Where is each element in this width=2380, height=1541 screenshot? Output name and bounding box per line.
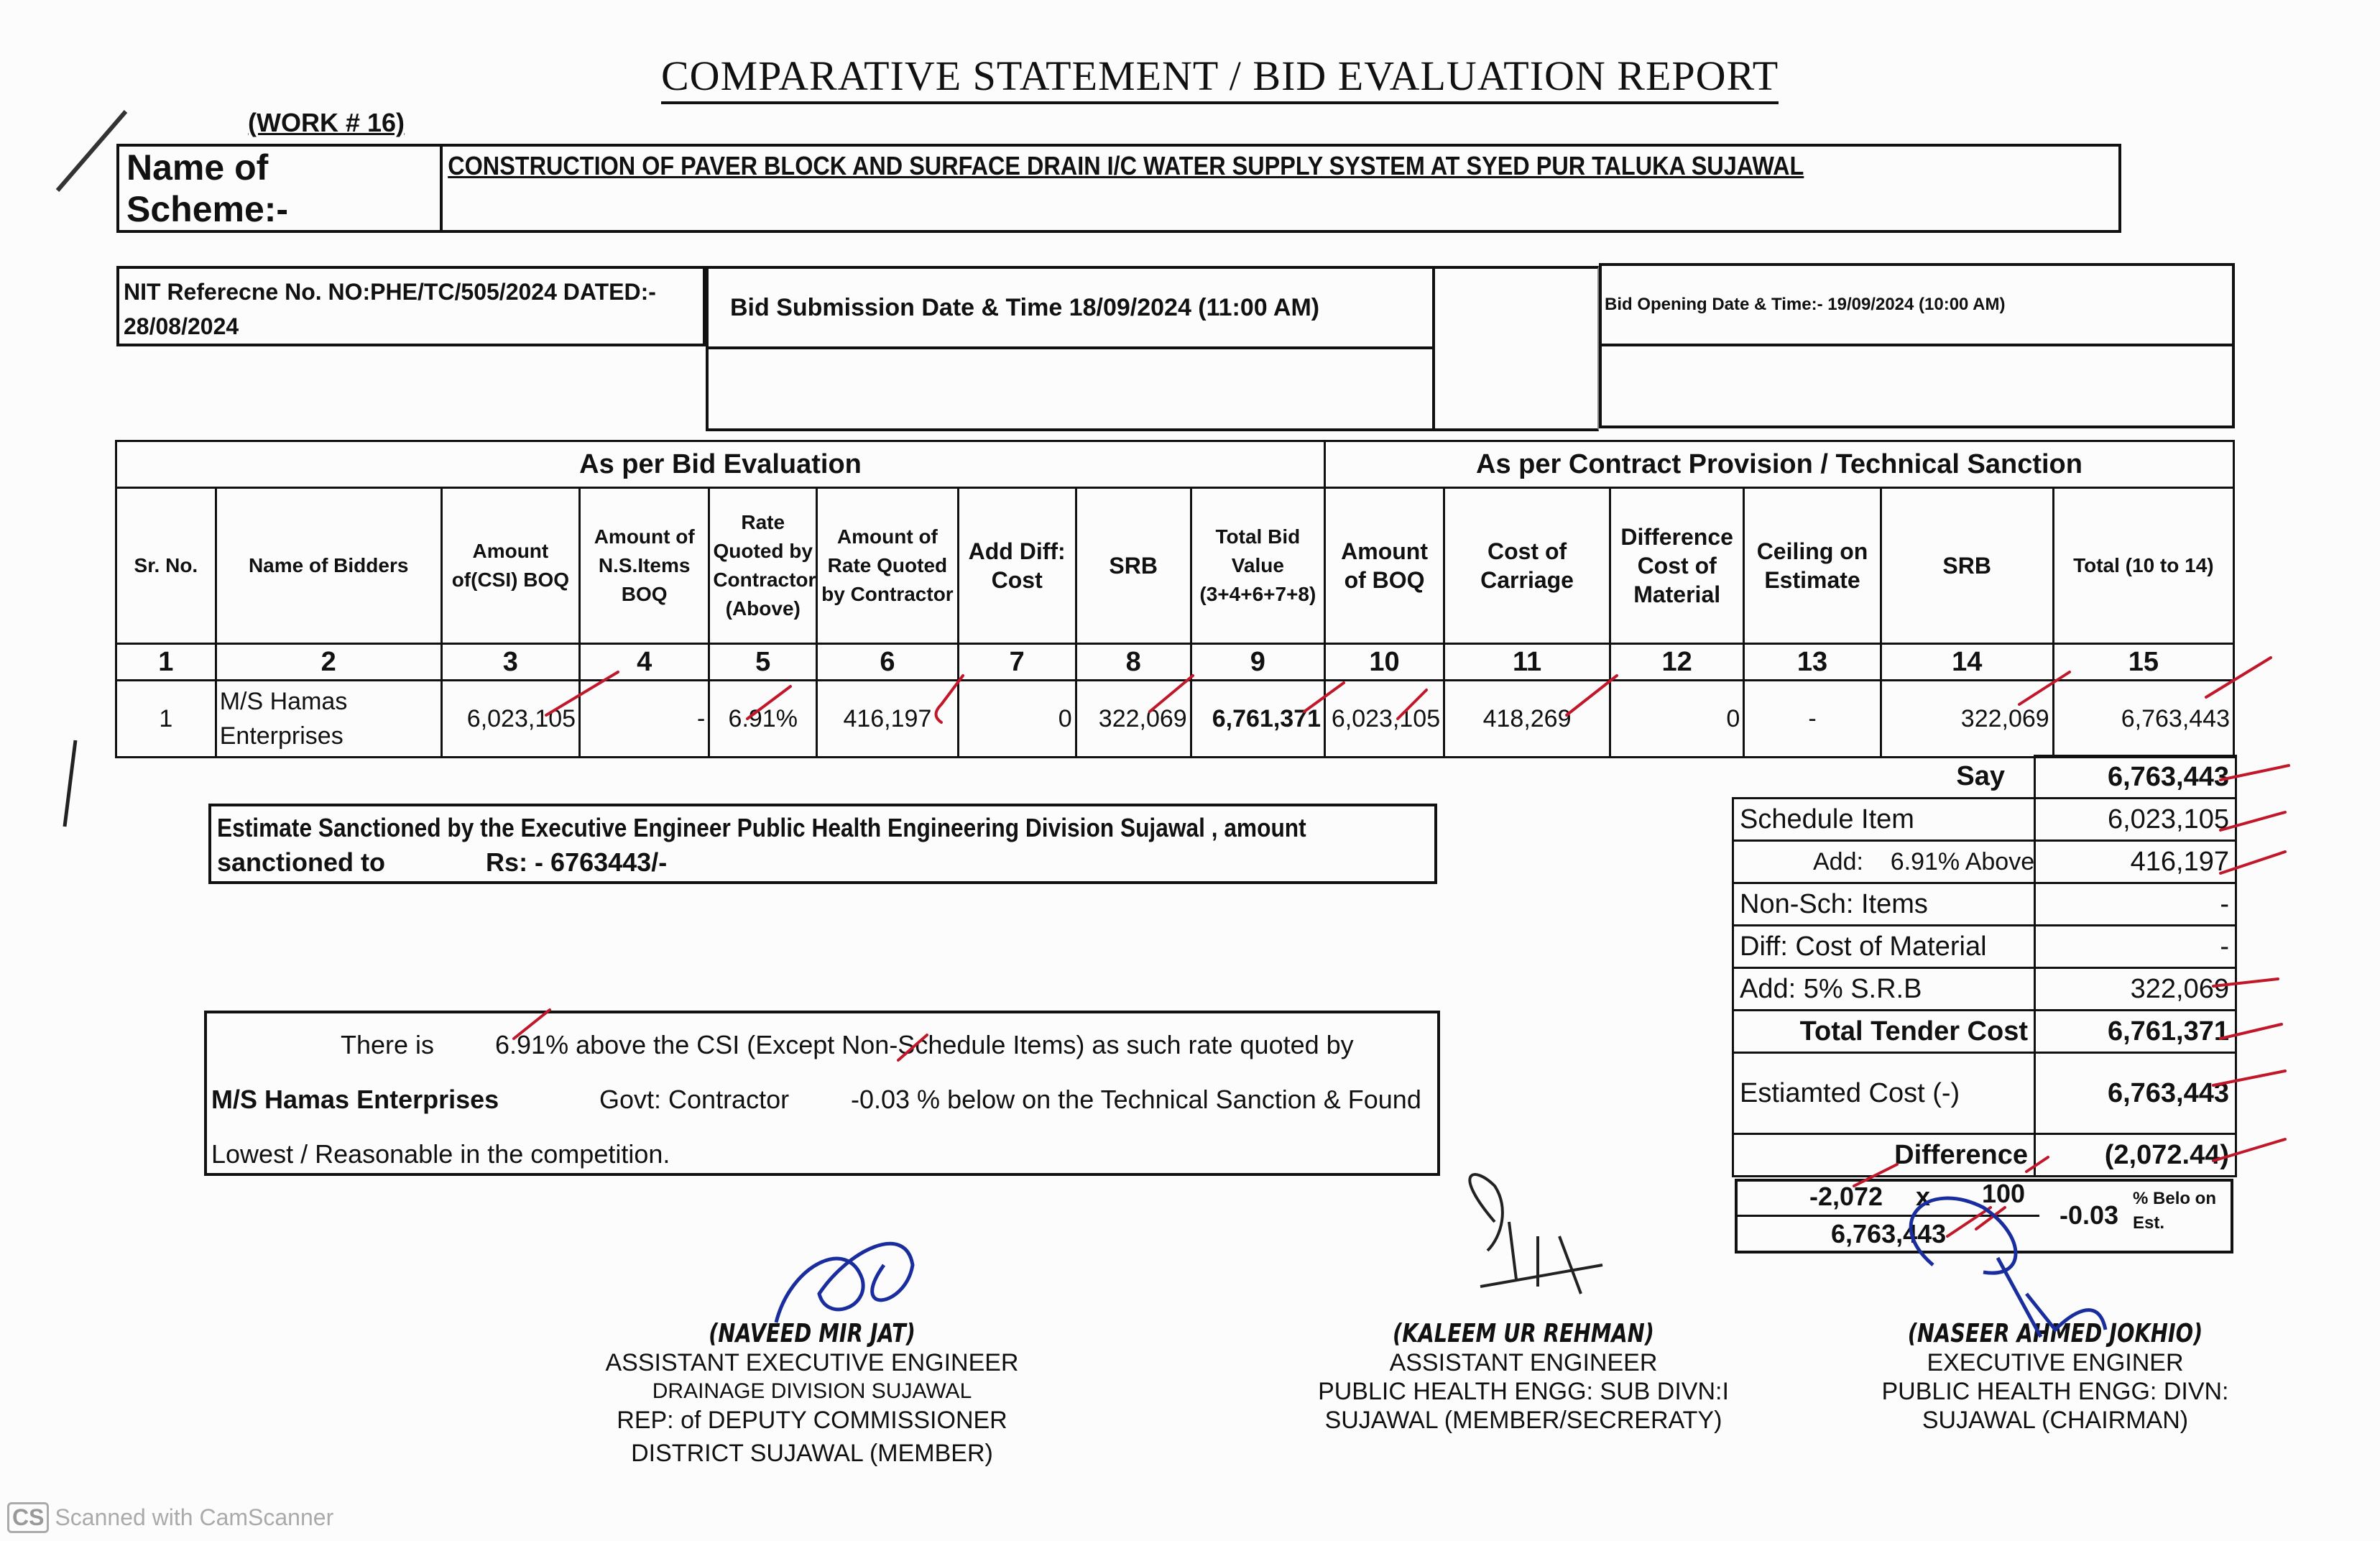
signatory-dept: PUBLIC HEALTH ENGG: DIVN: bbox=[1881, 1378, 2229, 1405]
cell-boq-amount: 6,023,105 bbox=[1325, 681, 1444, 758]
col-number: 10 bbox=[1325, 644, 1444, 681]
signatory-naseer bbox=[1847, 1320, 2264, 1435]
report-title: COMPARATIVE STATEMENT / BID EVALUATION REPORT bbox=[661, 52, 1779, 104]
cell-srb: 322,069 bbox=[1076, 681, 1191, 758]
say-label: Say bbox=[1733, 756, 2035, 799]
signatory-role: SUJAWAL (CHAIRMAN) bbox=[1922, 1407, 2189, 1434]
sanction-amount: Rs: - 6763443/- bbox=[486, 847, 668, 877]
work-number: (WORK # 16) bbox=[248, 108, 405, 137]
formula-result: -0.03 bbox=[2060, 1200, 2119, 1230]
bid-submission-text: Bid Submission Date & Time 18/09/2024 (11:00 AM) bbox=[709, 269, 1432, 349]
signatory-naveed bbox=[589, 1320, 1035, 1468]
col-number: 14 bbox=[1881, 644, 2053, 681]
total-tender-cost-label: Total Tender Cost bbox=[1733, 1011, 2035, 1053]
total-tender-cost-value: 6,761,371 bbox=[2035, 1011, 2236, 1053]
bid-submission-box bbox=[706, 266, 1435, 431]
summary-value: - bbox=[2035, 883, 2236, 926]
cell-total: 6,763,443 bbox=[2053, 681, 2233, 758]
signatory-dept: PUBLIC HEALTH ENGG: SUB DIVN:I bbox=[1318, 1378, 1729, 1405]
cell-ceiling: - bbox=[1744, 681, 1881, 758]
formula-hundred: 100 bbox=[1982, 1179, 2026, 1208]
formula-note1: % Belo on bbox=[2133, 1189, 2217, 1208]
sanction-label: sanctioned to bbox=[217, 847, 386, 877]
signatory-title: ASSISTANT ENGINEER bbox=[1389, 1349, 1658, 1376]
remarks-line2 bbox=[211, 1072, 1433, 1127]
scheme-label: Name of Scheme:- bbox=[119, 147, 443, 230]
col-number: 6 bbox=[817, 644, 958, 681]
header-bidder-name: Name of Bidders bbox=[216, 488, 441, 644]
scheme-box bbox=[116, 144, 2121, 233]
header-ns-items: Amount of N.S.Items BOQ bbox=[580, 488, 709, 644]
camscanner-text: Scanned with CamScanner bbox=[55, 1504, 334, 1530]
signatory-dept: DRAINAGE DIVISION SUJAWAL bbox=[652, 1379, 972, 1403]
col-number: 4 bbox=[580, 644, 709, 681]
bid-opening-box bbox=[1599, 263, 2235, 428]
remarks-box bbox=[204, 1011, 1440, 1176]
difference-label: Difference bbox=[1733, 1134, 2035, 1177]
signature-naveed bbox=[776, 1243, 913, 1322]
pen-mark bbox=[57, 111, 126, 190]
cell-total-bid: 6,761,371 bbox=[1191, 681, 1324, 758]
bidder-name-line2: Enterprises bbox=[219, 722, 343, 750]
summary-value: - bbox=[2035, 926, 2236, 968]
header-srb-2: SRB bbox=[1881, 488, 2053, 644]
percentage-formula bbox=[1735, 1179, 2233, 1254]
summary-value: 322,069 bbox=[2035, 968, 2236, 1011]
remarks-line3: Lowest / Reasonable in the competition. bbox=[211, 1139, 670, 1169]
estimated-cost-label: Estiamted Cost (-) bbox=[1733, 1053, 2035, 1134]
bid-opening-text: Bid Opening Date & Time:- 19/09/2024 (10:00 AM) bbox=[1602, 266, 2232, 346]
cell-rate: 6.91% bbox=[709, 681, 817, 758]
summary-value: 416,197 bbox=[2035, 841, 2236, 883]
sanction-line2 bbox=[217, 845, 1429, 880]
signature-kaleem-mark bbox=[1470, 1174, 1602, 1294]
camscanner-watermark bbox=[7, 1502, 333, 1533]
remarks-contractor: Govt: Contractor bbox=[599, 1085, 790, 1114]
header-ceiling-estimate: Ceiling on Estimate bbox=[1744, 488, 1881, 644]
formula-note2: Est. bbox=[2133, 1213, 2165, 1233]
cell-diff-cost: 0 bbox=[958, 681, 1076, 758]
fraction-line bbox=[1738, 1215, 2039, 1217]
nit-line2: 28/08/2024 bbox=[124, 313, 239, 339]
signatory-rep: REP: of DEPUTY COMMISSIONER bbox=[617, 1407, 1007, 1434]
signatory-name: (KALEEM UR REHMAN) bbox=[1393, 1319, 1654, 1348]
header-cost-of-carriage: Cost of Carriage bbox=[1444, 488, 1610, 644]
signatory-role: SUJAWAL (MEMBER/SECRERATY) bbox=[1324, 1407, 1722, 1434]
scheme-value: CONSTRUCTION OF PAVER BLOCK AND SURFACE DRAIN I/C WATER SUPPLY SYSTEM AT SYED PUR TALUKA SUJAWAL bbox=[448, 151, 1804, 180]
remarks-rate-text: 6.91% above the CSI (Except Non-Schedule Items) as such rate quoted by bbox=[495, 1030, 1354, 1059]
formula-denominator: 6,763,443 bbox=[1831, 1219, 1947, 1248]
remarks-bidder: M/S Hamas Enterprises bbox=[211, 1085, 499, 1114]
header-rate-quoted: Rate Quoted by Contractor (Above) bbox=[709, 488, 817, 644]
summary-value: 6,023,105 bbox=[2035, 799, 2236, 841]
nit-reference bbox=[116, 266, 706, 346]
header-boq-amount: Amount of BOQ bbox=[1325, 488, 1444, 644]
col-number: 2 bbox=[216, 644, 441, 681]
summary-label: Add: 6.91% Above bbox=[1733, 841, 2035, 883]
cell-bidder bbox=[216, 681, 441, 758]
difference-value: (2,072.44) bbox=[2035, 1134, 2236, 1177]
cell-srb-2: 322,069 bbox=[1881, 681, 2053, 758]
summary-label: Diff: Cost of Material bbox=[1733, 926, 2035, 968]
group-header-bid-evaluation: As per Bid Evaluation bbox=[116, 441, 1325, 488]
col-number: 13 bbox=[1744, 644, 1881, 681]
signatory-title: ASSISTANT EXECUTIVE ENGINEER bbox=[605, 1349, 1019, 1376]
table-row bbox=[116, 681, 2234, 758]
cell-rate-amount: 416,197 bbox=[817, 681, 958, 758]
estimated-cost-value: 6,763,443 bbox=[2035, 1053, 2236, 1134]
cost-summary-table bbox=[1732, 755, 2237, 1177]
bid-evaluation-table bbox=[115, 440, 2235, 758]
pen-mark bbox=[65, 740, 75, 827]
signature-kaleem bbox=[1470, 1174, 1602, 1294]
nit-line1: NIT Referecne No. NO:PHE/TC/505/2024 DATED:- bbox=[124, 279, 656, 305]
formula-times: x bbox=[1916, 1182, 1931, 1211]
say-value: 6,763,443 bbox=[2035, 756, 2236, 799]
col-number: 9 bbox=[1191, 644, 1324, 681]
signatory-title: EXECUTIVE ENGINER bbox=[1927, 1349, 2184, 1376]
header-sr-no: Sr. No. bbox=[116, 488, 216, 644]
cell-ns-items: - bbox=[580, 681, 709, 758]
remarks-below-text: -0.03 % below on the Technical Sanction & Found bbox=[851, 1085, 1421, 1114]
col-number: 12 bbox=[1610, 644, 1744, 681]
header-total-bid-value: Total Bid Value (3+4+6+7+8) bbox=[1191, 488, 1324, 644]
col-number: 1 bbox=[116, 644, 216, 681]
col-number: 11 bbox=[1444, 644, 1610, 681]
remarks-line1 bbox=[211, 1018, 1433, 1072]
spacer-box bbox=[1435, 266, 1599, 431]
header-rate-amount: Amount of Rate Quoted by Contractor bbox=[817, 488, 958, 644]
col-number: 15 bbox=[2053, 644, 2233, 681]
cell-csi-boq: 6,023,105 bbox=[441, 681, 579, 758]
header-diff-cost-material: Difference Cost of Material bbox=[1610, 488, 1744, 644]
camscanner-logo-icon: CS bbox=[7, 1502, 49, 1533]
cell-carriage: 418,269 bbox=[1444, 681, 1610, 758]
header-srb: SRB bbox=[1076, 488, 1191, 644]
remarks-there-is: There is bbox=[341, 1030, 435, 1059]
signatory-role: DISTRICT SUJAWAL (MEMBER) bbox=[631, 1440, 993, 1467]
signatory-name: (NASEER AHMED JOKHIO) bbox=[1907, 1319, 2203, 1348]
signatory-kaleem bbox=[1301, 1320, 1746, 1435]
summary-label: Schedule Item bbox=[1733, 799, 2035, 841]
group-header-contract-provision: As per Contract Provision / Technical Sanction bbox=[1325, 441, 2234, 488]
summary-label: Add: 5% S.R.B bbox=[1733, 968, 2035, 1011]
summary-label: Non-Sch: Items bbox=[1733, 883, 2035, 926]
col-number: 3 bbox=[441, 644, 579, 681]
header-csi-boq: Amount of(CSI) BOQ bbox=[441, 488, 579, 644]
header-add-diff-cost: Add Diff: Cost bbox=[958, 488, 1076, 644]
col-number: 5 bbox=[709, 644, 817, 681]
col-number: 7 bbox=[958, 644, 1076, 681]
signatory-name: (NAVEED MIR JAT) bbox=[709, 1319, 915, 1348]
cell-sr: 1 bbox=[116, 681, 216, 758]
bidder-name-line1: M/S Hamas bbox=[219, 688, 348, 715]
sanction-box bbox=[208, 804, 1437, 884]
col-number: 8 bbox=[1076, 644, 1191, 681]
sanction-line1: Estimate Sanctioned by the Executive Engineer Public Health Engineering Division Sujawal , amount bbox=[217, 813, 1306, 842]
header-total: Total (10 to 14) bbox=[2053, 488, 2233, 644]
formula-numerator: -2,072 bbox=[1809, 1182, 1883, 1211]
cell-diff-material: 0 bbox=[1610, 681, 1744, 758]
